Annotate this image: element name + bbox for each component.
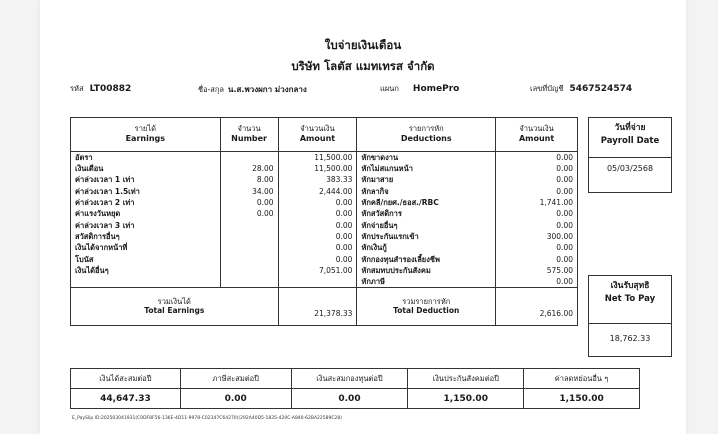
- summary-value: 0.00: [291, 389, 408, 409]
- net-pay-label-th: เงินรับสุทธิ: [610, 281, 650, 291]
- summary-header: เงินสะสมกองทุนต่อปี: [291, 369, 408, 389]
- payslip-id: E_PaySlip ID:202503041931(C0DF8F56-136E-4D11-9978-C02347C64270)(292A40D5-1835-420C-A840-62BA22589C28): [72, 416, 342, 421]
- table-row: เงินได้จากหน้าที่ 0.00 หักเงินกู้ 0.00: [71, 242, 578, 253]
- net-pay-label-en: Net To Pay: [604, 293, 656, 304]
- summary-value: 1,150.00: [408, 389, 524, 409]
- total-earnings-value: 21,378.33: [278, 287, 357, 325]
- account-number-label: เลขที่บัญชี: [530, 84, 564, 93]
- department: [380, 83, 459, 95]
- account-number-value: 5467524574: [569, 84, 633, 94]
- summary-value: 1,150.00: [524, 389, 640, 409]
- annual-summary-table: [70, 368, 640, 409]
- payroll-date-box: [588, 117, 672, 193]
- employee-name-value: น.ส.พวงผกา ม่วงกลาง: [228, 85, 307, 94]
- department-value: HomePro: [412, 84, 460, 94]
- total-deduction-label: รวมรายการหัก Total Deduction: [357, 287, 496, 325]
- earnings-deductions-table: [70, 117, 578, 326]
- summary-value: 44,647.33: [71, 389, 181, 409]
- payroll-date-header: [589, 118, 671, 158]
- payroll-date-value: 05/03/2568: [606, 164, 654, 173]
- col-amount-header: จำนวนเงิน Amount: [278, 118, 357, 152]
- table-row: เงินได้อื่นๆ 7,051.00 หักสมทบประกันสังคม 575.00: [71, 265, 578, 276]
- payslip-sheet: [40, 0, 686, 434]
- account-number: [530, 83, 632, 95]
- total-earnings-label: รวมเงินได้ Total Earnings: [71, 287, 279, 325]
- summary-value: 0.00: [180, 389, 291, 409]
- totals-row: [71, 287, 578, 325]
- summary-header: ภาษีสะสมต่อปี: [180, 369, 291, 389]
- net-pay-box: [588, 275, 672, 357]
- table-row: ค่าล่วงเวลา 2 เท่า 0.00 0.00 หักคลี/กยศ./ธอส./RBC 1,741.00: [71, 197, 578, 208]
- table-row: อัตรา 11,500.00 หักขาดงาน 0.00: [71, 152, 578, 164]
- col-deductions-header: รายการหัก Deductions: [357, 118, 496, 152]
- employee-code: [70, 83, 131, 95]
- table-row: โบนัส 0.00 หักกองทุนสำรองเลี้ยงชีพ 0.00: [71, 253, 578, 264]
- department-label: แผนก: [380, 84, 399, 93]
- table-row: ค่าล่วงเวลา 3 เท่า 0.00 หักจ่ายอื่นๆ 0.00: [71, 219, 578, 230]
- table-row: ค่าล่วงเวลา 1.5เท่า 34.00 2,444.00 หักลากิจ 0.00: [71, 186, 578, 197]
- employee-code-value: LT00882: [89, 84, 132, 94]
- table-row: สวัสดิการอื่นๆ 0.00 หักประกันแรกเข้า 300.00: [71, 231, 578, 242]
- employee-name: [198, 83, 307, 96]
- summary-header: เงินประกันสังคมต่อปี: [408, 369, 524, 389]
- net-pay-header: [589, 276, 671, 324]
- col-deduction-amount-header: จำนวนเงิน Amount: [496, 118, 578, 152]
- company-name: บริษัท โลตัส แมทเทรส จำกัด: [291, 59, 435, 73]
- net-pay-value: 18,762.33: [609, 334, 651, 343]
- col-earnings-header: รายได้ Earnings: [71, 118, 221, 152]
- employee-name-label: ชื่อ-สกุล: [198, 85, 225, 94]
- summary-value-row: [71, 389, 640, 409]
- table-row: หักภาษี 0.00: [71, 276, 578, 288]
- document-title: ใบจ่ายเงินเดือน: [324, 38, 402, 52]
- col-number-header: จำนวน Number: [220, 118, 278, 152]
- payroll-date-label-th: วันที่จ่าย: [614, 123, 646, 133]
- table-row: ค่าแรงวันหยุด 0.00 0.00 หักสวัสดิการ 0.00: [71, 208, 578, 219]
- table-row: เงินเดือน 28.00 11,500.00 หักไม่สแกนหน้า 0.00: [71, 163, 578, 174]
- table-row: ค่าล่วงเวลา 1 เท่า 8.00 383.33 หักมาสาย 0.00: [71, 174, 578, 185]
- employee-code-label: รหัส: [70, 84, 84, 93]
- summary-header: ค่าลดหย่อนอื่น ๆ: [524, 369, 640, 389]
- total-deduction-value: 2,616.00: [496, 287, 578, 325]
- table-header-row: [71, 118, 578, 152]
- payroll-date-label-en: Payroll Date: [600, 135, 660, 146]
- summary-header: เงินได้สะสมต่อปี: [71, 369, 181, 389]
- summary-header-row: [71, 369, 640, 389]
